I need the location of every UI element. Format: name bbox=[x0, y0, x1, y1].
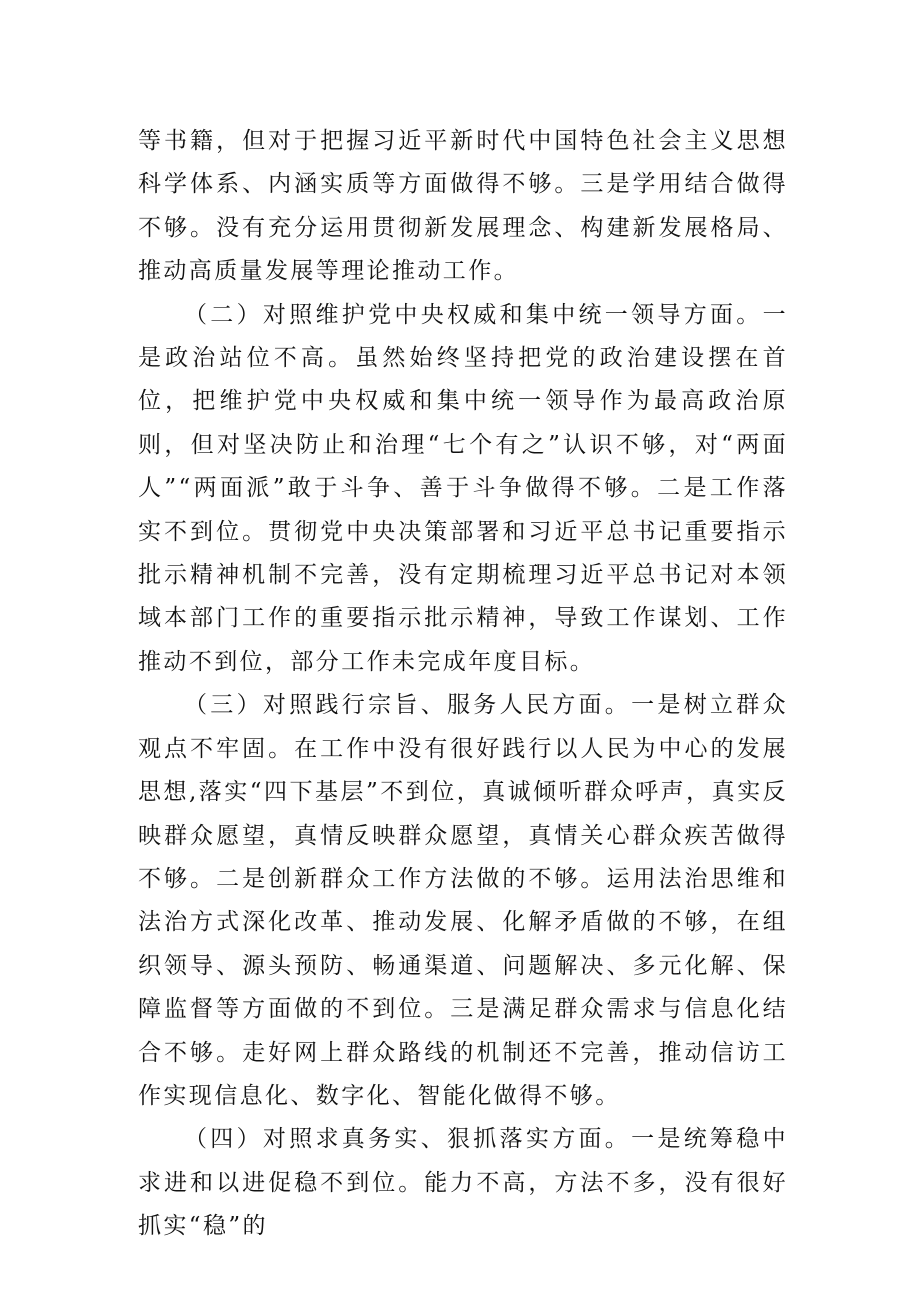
document-body bbox=[138, 120, 788, 1249]
paragraph-section-4: （四）对照求真务实、狠抓落实方面。一是统筹稳中求进和以进促稳不到位。能力不高，方法不多，没有很好抓实“稳”的 bbox=[138, 1126, 788, 1240]
paragraph-continuation: 等书籍，但对于把握习近平新时代中国特色社会主义思想科学体系、内涵实质等方面做得不够。三是学用结合做得不够。没有充分运用贯彻新发展理念、构建新发展格局、推动高质量发展等理论推动工作。 bbox=[138, 128, 788, 285]
paragraph-section-3: （三）对照践行宗旨、服务人民方面。一是树立群众观点不牢固。在工作中没有很好践行以人民为中心的发展思想,落实“四下基层”不到位，真诚倾听群众呼声，真实反映群众愿望，真情反映群众愿望，真情关心群众疾苦做得不够。二是创新群众工作方法做的不够。运用法治思维和法治方式深化改革、推动发展、化解矛盾做的不够，在组织领导、源头预防、畅通渠道、问题解决、多元化解、保障监督等方面做的不到位。三是满足群众需求与信息化结合不够。走好网上群众路线的机制还不完善，推动信访工作实现信息化、数字化、智能化做得不够。 bbox=[138, 692, 788, 1109]
paragraph-section-2: （二）对照维护党中央权威和集中统一领导方面。一是政治站位不高。虽然始终坚持把党的政治建设摆在首位，把维护党中央权威和集中统一领导作为最高政治原则，但对坚决防止和治理“七个有之”认识不够，对“两面人”“两面派”敢于斗争、善于斗争做得不够。二是工作落实不到位。贯彻党中央决策部署和习近平总书记重要指示批示精神机制不完善，没有定期梳理习近平总书记对本领域本部门工作的重要指示批示精神，导致工作谋划、工作推动不到位，部分工作未完成年度目标。 bbox=[138, 301, 788, 675]
